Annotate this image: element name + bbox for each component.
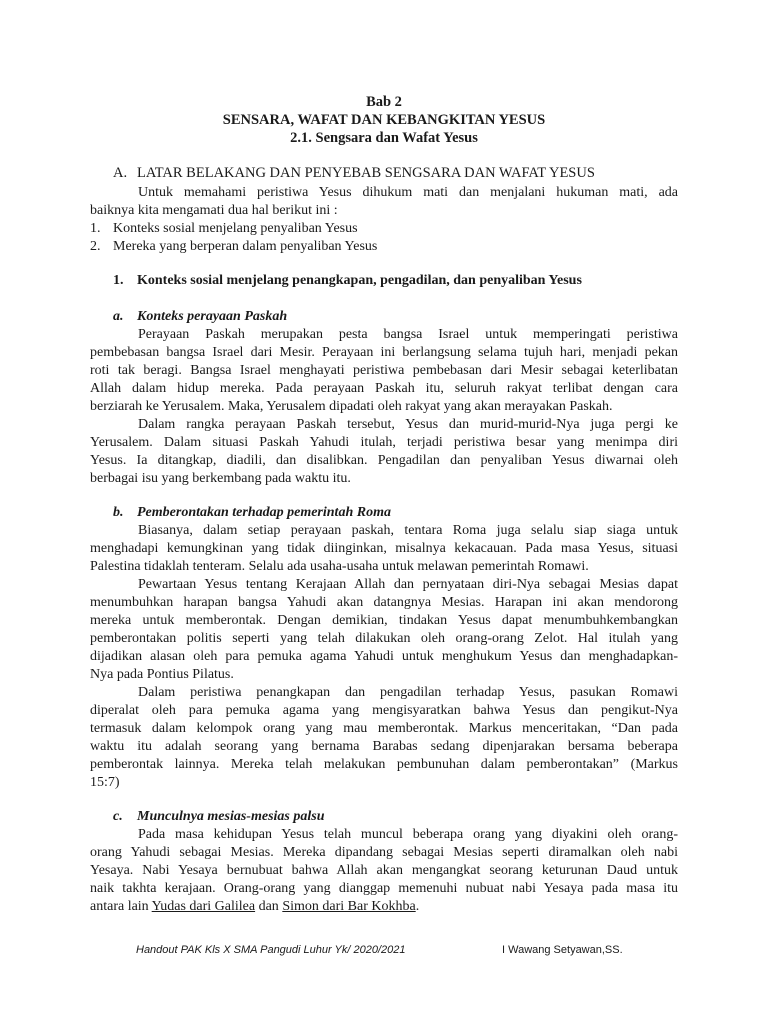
- subsection-1-label: 1.: [113, 273, 124, 288]
- paragraph-line: berziarah ke Yerusalem. Maka, Yerusalem dipadati oleh rakyat yang akan merayakan Paskah.: [90, 399, 613, 414]
- part-a-label: a.: [113, 309, 124, 324]
- paragraph-line: Biasanya, dalam setiap perayaan paskah, tentara Roma juga selalu siap siaga untuk: [138, 523, 678, 538]
- paragraph-line: Pewartaan Yesus tentang Kerajaan Allah dan pernyataan diri-Nya sebagai Mesias dapat: [138, 577, 678, 592]
- paragraph-line: diperalat oleh para pemuka agama yang mengisyaratkan bahwa Yesus dan pengikut-Nya: [90, 703, 678, 718]
- text-span: .: [415, 899, 420, 914]
- paragraph-line: menumbuhkan harapan bangsa Yahudi akan datangnya Mesias. Harapan ini akan mendorong: [90, 595, 678, 610]
- paragraph-line: dijadikan alasan oleh para pemuka agama Yahudi untuk menghukum Yesus dan menghadapkan-: [90, 649, 678, 664]
- part-b-title: Pemberontakan terhadap pemerintah Roma: [137, 505, 391, 520]
- chapter-title: SENSARA, WAFAT DAN KEBANGKITAN YESUS: [222, 112, 546, 128]
- paragraph-line: Pada masa kehidupan Yesus telah muncul beberapa orang yang diyakini oleh orang-: [138, 827, 678, 842]
- paragraph-line: Allah dalam hidup mereka. Pada perayaan Paskah itu, seluruh rakyat terlibat dengan cara: [90, 381, 678, 396]
- link-simon-dari-bar-kokhba[interactable]: Simon dari Bar Kokhba: [282, 899, 416, 914]
- paragraph-line: termasuk dalam kelompok orang yang mau memberontak. Markus menceritakan, “Dan pada: [90, 721, 678, 736]
- section-a-label: A.: [113, 165, 128, 181]
- list-item: Konteks sosial menjelang penyaliban Yesus: [113, 221, 358, 236]
- part-b-label: b.: [113, 505, 124, 520]
- paragraph-line: Palestina tidaklah tenteram. Selalu ada usaha-usaha untuk melawan pemerintah Romawi.: [90, 559, 589, 574]
- section-subtitle: 2.1. Sengsara dan Wafat Yesus: [290, 130, 478, 146]
- paragraph-line: roti tak beragi. Bangsa Israel menghayati peristiwa pembebasan dari Mesir sebagai keterlibatan: [90, 363, 678, 378]
- paragraph-line: orang Yahudi sebagai Mesias. Mereka dipandang sebagai Mesias seperti diramalkan oleh nabi: [90, 845, 678, 860]
- text-span: dan: [255, 899, 283, 914]
- part-a-title: Konteks perayaan Paskah: [137, 309, 288, 324]
- paragraph-line: 15:7): [90, 775, 120, 790]
- paragraph-line: Yesaya. Nabi Yesaya bernubuat bahwa Allah akan mengangkat seorang keturunan Daud untuk: [90, 863, 678, 878]
- section-a-title: LATAR BELAKANG DAN PENYEBAB SENGSARA DAN WAFAT YESUS: [137, 165, 595, 181]
- paragraph-line: Yesus. Ia ditangkap, diadili, dan disalibkan. Pengadilan dan penyaliban Yesus diwarnai oleh: [90, 453, 678, 468]
- section-a-intro-line: baiknya kita mengamati dua hal berikut ini :: [90, 203, 338, 218]
- link-yudas-dari-galilea[interactable]: Yudas dari Galilea: [151, 899, 256, 914]
- paragraph-line: naik takhta kerajaan. Orang-orang yang dianggap memenuhi nubuat nabi Yesaya pada masa itu: [90, 881, 678, 896]
- paragraph-line: waktu itu adalah seorang yang bernama Barabas sedang dipenjarakan bersama beberapa: [90, 739, 678, 754]
- part-c-title: Munculnya mesias-mesias palsu: [137, 809, 325, 824]
- paragraph-line-with-links: [90, 899, 419, 915]
- paragraph-line: menghadapi kemungkinan yang tidak diinginkan, misalnya kekacauan. Pada masa Yesus, situasi: [90, 541, 678, 556]
- footer-left: Handout PAK Kls X SMA Pangudi Luhur Yk/ 2020/2021: [136, 944, 406, 956]
- paragraph-line: berbagai isu yang berkembang pada waktu itu.: [90, 471, 351, 486]
- list-number: 2.: [90, 239, 101, 254]
- paragraph-line: pemberontak lainnya. Mereka telah melakukan pembunuhan dalam pemberontakan” (Markus: [90, 757, 678, 772]
- footer-right: I Wawang Setyawan,SS.: [502, 944, 623, 956]
- paragraph-line: pemberontakan politis seperti yang telah dilakukan oleh orang-orang Zelot. Hal itulah yang: [90, 631, 678, 646]
- paragraph-line: Yerusalem. Dalam situasi Paskah Yahudi itulah, terjadi peristiwa besar yang menimpa diri: [90, 435, 678, 450]
- subsection-1-title: Konteks sosial menjelang penangkapan, pengadilan, dan penyaliban Yesus: [137, 273, 582, 288]
- paragraph-line: Dalam peristiwa penangkapan dan pengadilan terhadap Yesus, pasukan Romawi: [138, 685, 678, 700]
- list-number: 1.: [90, 221, 101, 236]
- paragraph-line: Nya pada Pontius Pilatus.: [90, 667, 234, 682]
- text-span: antara lain: [90, 899, 152, 914]
- paragraph-line: pembebasan bangsa Israel dari Mesir. Perayaan ini berlangsung selama tujuh hari, menjadi pekan: [90, 345, 678, 360]
- section-a-intro-line: Untuk memahami peristiwa Yesus dihukum mati dan menjalani hukuman mati, ada: [138, 185, 678, 200]
- chapter-label: Bab 2: [366, 94, 402, 110]
- list-item: Mereka yang berperan dalam penyaliban Yesus: [113, 239, 378, 254]
- paragraph-line: mereka untuk memberontak. Dengan demikian, tindakan Yesus dapat menumbuhkembangkan: [90, 613, 678, 628]
- paragraph-line: Perayaan Paskah merupakan pesta bangsa Israel untuk memperingati peristiwa: [138, 327, 678, 342]
- part-c-label: c.: [113, 809, 123, 824]
- paragraph-line: Dalam rangka perayaan Paskah tersebut, Yesus dan murid-murid-Nya juga pergi ke: [138, 417, 678, 432]
